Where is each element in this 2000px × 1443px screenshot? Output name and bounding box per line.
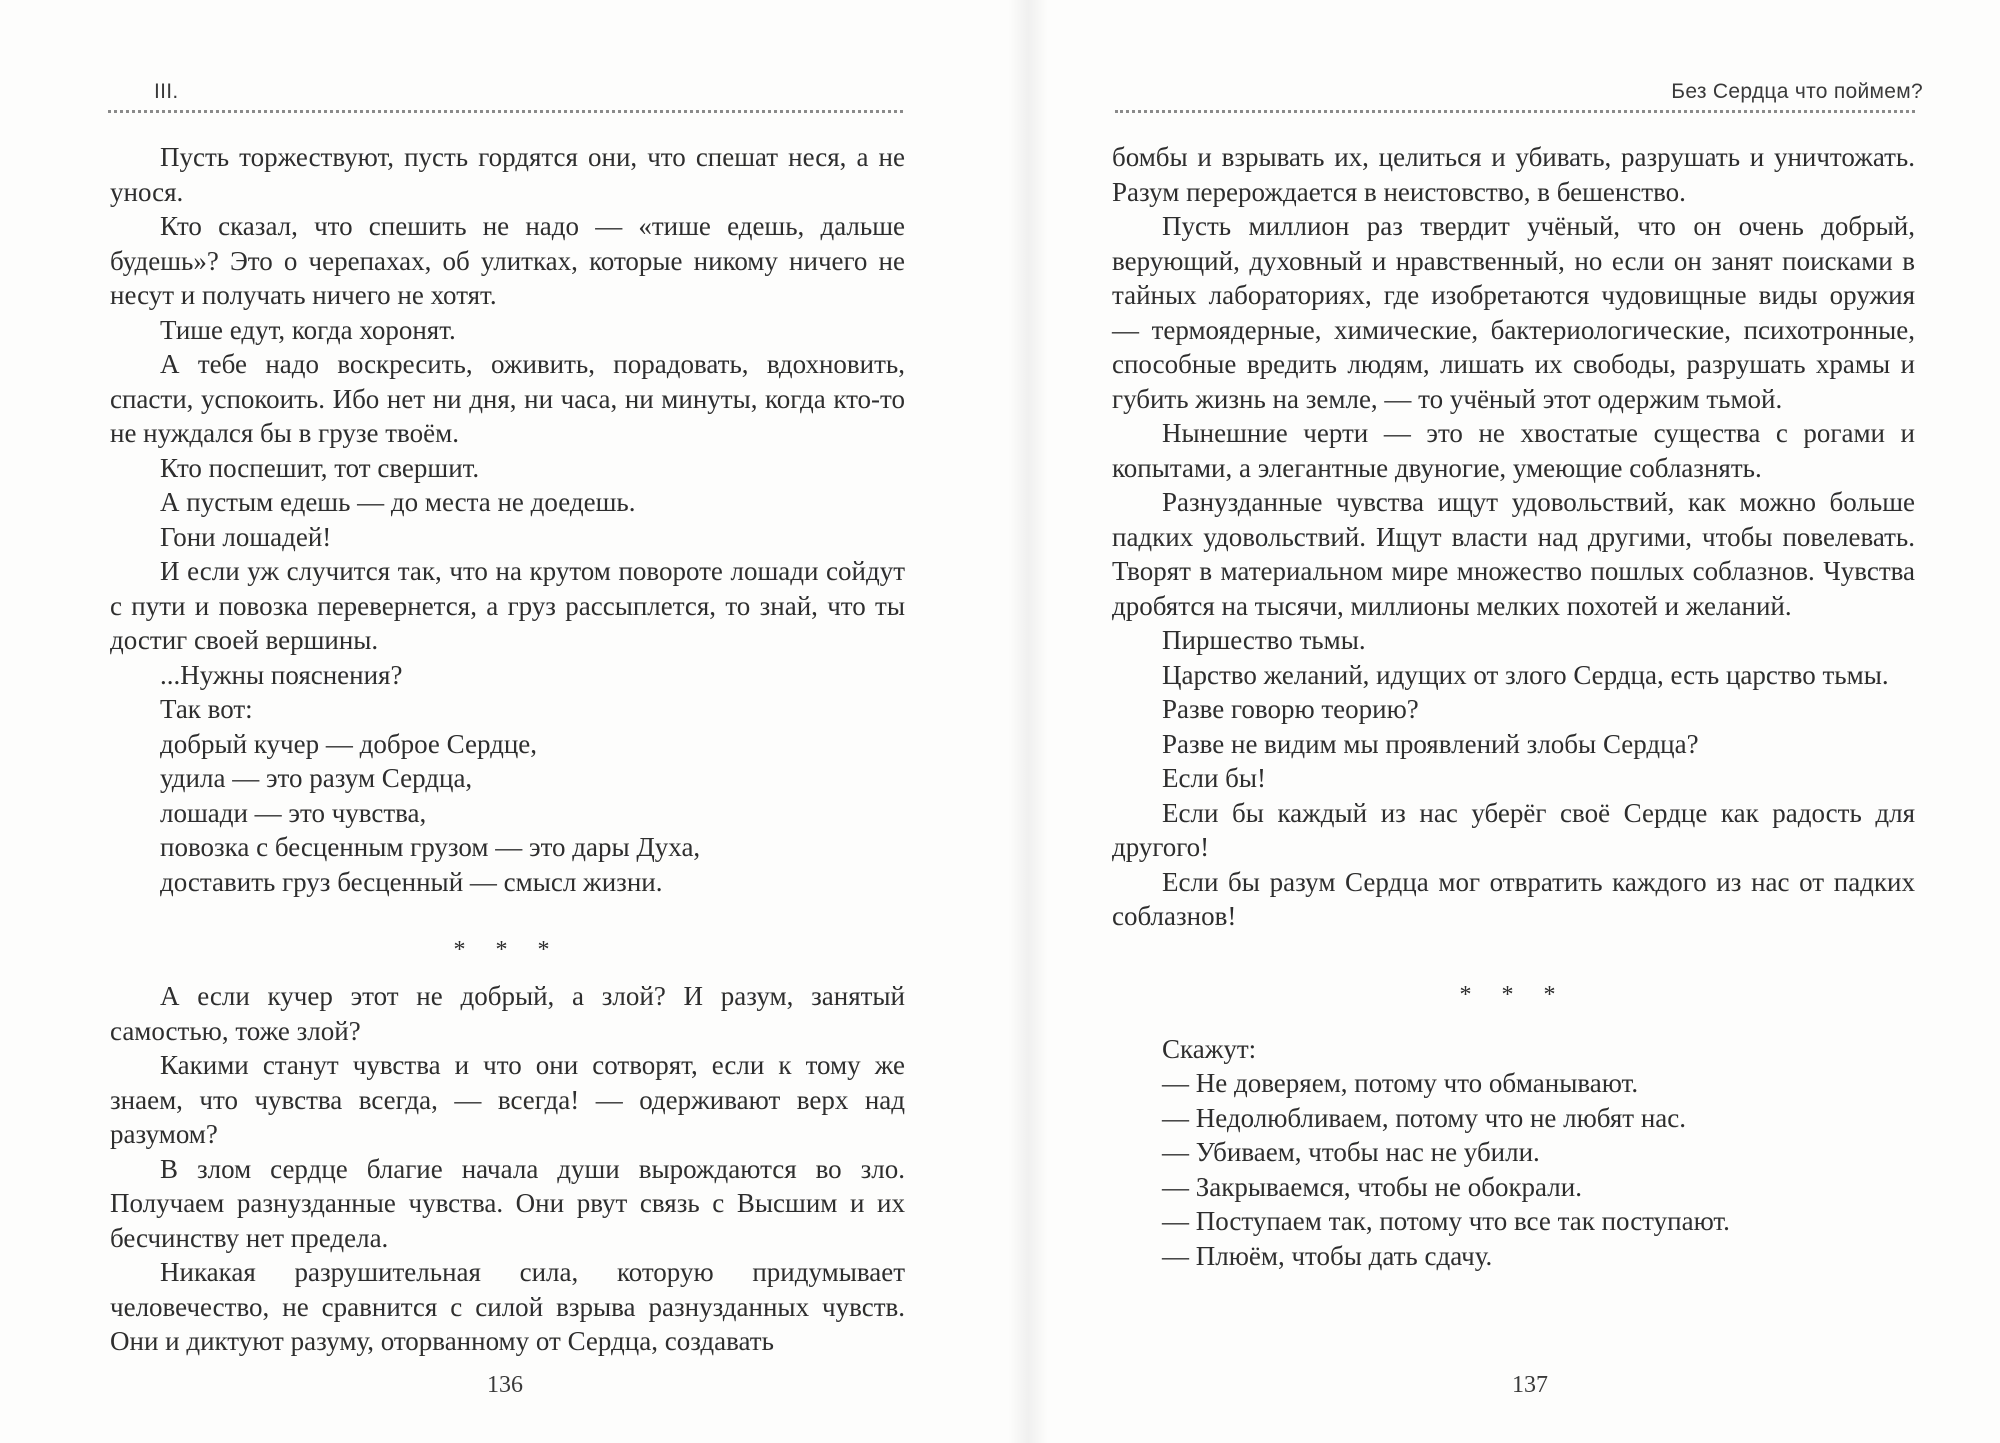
list-item: лошади — это чувства, (160, 797, 427, 828)
paragraph: Если бы! (1162, 763, 1267, 793)
dialogue-line: — Закрываемся, чтобы не обокрали. (1162, 1171, 1582, 1202)
page-number-right: 137 (1512, 1372, 1548, 1398)
paragraph: В злом сердце благие начала души вырождаются во зло. Получаем разнузданные чувства. Они рвут связь с Высшим и их бесчинству нет предела. (110, 1153, 905, 1253)
paragraph: А тебе надо воскресить, оживить, порадовать, вдохновить, спасти, успокоить. Ибо нет ни дня, ни часа, ни минуты, когда кто-то не нуждался бы в грузе твоём. (110, 349, 905, 448)
paragraph: А пустым едешь — до места не доедешь. (160, 487, 636, 517)
paragraph: Кто поспешит, тот свершит. (160, 452, 480, 483)
paragraph: А если кучер этот не добрый, а злой? И разум, занятый самостью, тоже злой? (110, 981, 905, 1046)
right-page-body (1112, 140, 1915, 1273)
dialogue-line: — Недолюбливаем, потому что не любят нас. (1162, 1102, 1686, 1133)
paragraph: Гони лошадей! (160, 521, 332, 552)
dialogue-line: — Поступаем так, потому что все так поступают. (1162, 1206, 1730, 1236)
list-item: добрый кучер — доброе Сердце, (160, 728, 538, 759)
paragraph: Так вот: (160, 694, 253, 724)
paragraph: ...Нужны пояснения? (160, 659, 403, 690)
dialogue-line: — Не доверяем, потому что обманывают. (1162, 1068, 1639, 1098)
paragraph: Какими станут чувства и что они сотворят, если к тому же знаем, что чувства всегда, — всегда! — одерживают верх над разумом? (110, 1050, 905, 1149)
paragraph: Если бы каждый из нас уберёг своё Сердце как радость для другого! (1112, 797, 1915, 862)
paragraph: Разве говорю теорию? (1162, 694, 1419, 724)
running-head-left: III. (154, 80, 179, 103)
paragraph: Если бы разум Сердца мог отвратить каждого из нас от падких соблазнов! (1112, 866, 1915, 931)
paragraph: Нынешние черти — это не хвостатые существа с рогами и копытами, а элегантные двуногие, умеющие соблазнять. (1112, 418, 1915, 483)
paragraph-continuation: бомбы и взрывать их, целиться и убивать, разрушать и уничтожать. Разум перерождается в неистовство, в бешенство. (1112, 142, 1915, 207)
paragraph: Разнузданные чувства ищут удовольствий, как можно больше падких удовольствий. Ищут власти над другими, чтобы повелевать. Творят в материальном мире множество пошлых соблазнов. Чувства дробятся на тысячи, миллионы мелких похотей и желаний. (1112, 487, 1915, 621)
paragraph: Кто сказал, что спешить не надо — «тише едешь, дальше будешь»? Это о черепахах, об улитках, которые никому ничего не несут и получать ничего не хотят. (110, 211, 905, 310)
paragraph: Тише едут, когда хоронят. (160, 314, 456, 345)
list-item: повозка с бесценным грузом — это дары Духа, (160, 832, 701, 862)
paragraph: Никакая разрушительная сила, которую придумывает человечество, не сравнится с силой взрыва разнузданных чувств. Они и диктуют разуму, оторванному от Сердца, создавать (110, 1257, 905, 1356)
dialogue-line: — Плюём, чтобы дать сдачу. (1162, 1240, 1493, 1271)
paragraph: Пусть миллион раз твердит учёный, что он очень добрый, верующий, духовный и нравственный, но если он занят поисками в тайных лабораториях, где изобретаются чудовищные виды оружия — термоядерные, химические, бактериологические, психотронные, способные вредить людям, лишать их свободы, разрушать храмы и губить жизнь на земле, — то учёный этот одержим тьмой. (1112, 211, 1915, 414)
header-rule-right (1115, 110, 1915, 113)
paragraph: Пусть торжествуют, пусть гордятся они, что спешат неся, а не унося. (110, 142, 905, 207)
section-separator: * * * (453, 937, 562, 963)
dialogue-lead: Скажут: (1162, 1033, 1257, 1064)
header-rule-left (108, 110, 903, 113)
running-head-right: Без Сердца что поймем? (1671, 80, 1923, 103)
paragraph: Пиршество тьмы. (1162, 625, 1366, 655)
page-number-left: 136 (487, 1372, 523, 1398)
paragraph: Разве не видим мы проявлений злобы Сердца? (1162, 728, 1699, 759)
paragraph: Царство желаний, идущих от злого Сердца, есть царство тьмы. (1162, 659, 1889, 690)
paragraph: И если уж случится так, что на крутом повороте лошади сойдут с пути и повозка перевернется, а груз рассыплется, то знай, что ты достиг своей вершины. (110, 556, 905, 655)
section-separator: * * * (1459, 981, 1568, 1008)
list-item: доставить груз бесценный — смысл жизни. (160, 866, 663, 897)
right-page (1010, 0, 2000, 1443)
list-item: удила — это разум Сердца, (160, 763, 473, 793)
dialogue-line: — Убиваем, чтобы нас не убили. (1162, 1137, 1540, 1167)
left-page-body (110, 140, 905, 1359)
